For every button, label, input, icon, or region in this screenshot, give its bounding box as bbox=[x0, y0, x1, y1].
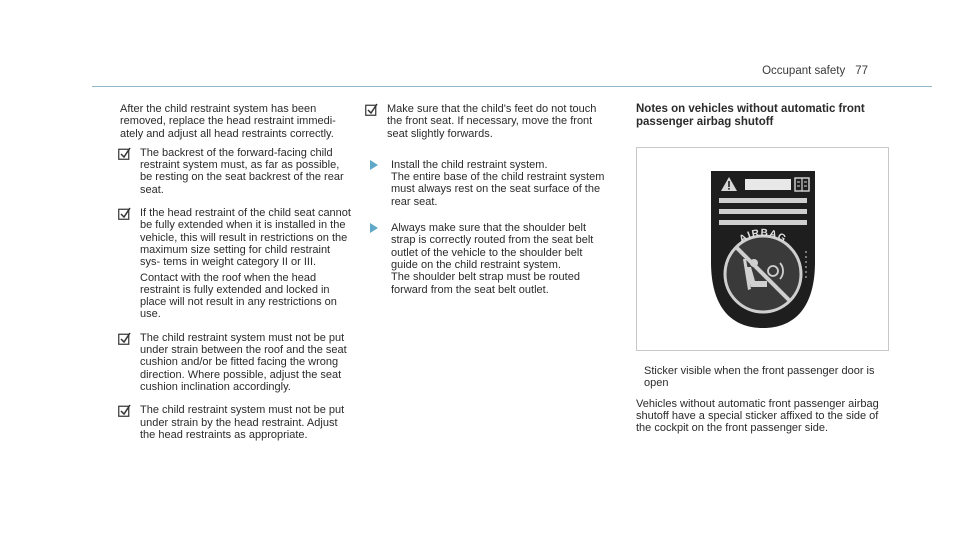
page-header bbox=[762, 65, 868, 77]
arrow-right-icon bbox=[370, 160, 378, 170]
column-2 bbox=[367, 103, 611, 310]
intro-paragraph: After the child restraint system has been removed, replace the head restraint immedi- ately and adjust all head restraints correctly. bbox=[120, 103, 336, 140]
check-item-text: The child restraint system must not be put under strain by the head restraint. Adjust the head restraints as appropriate. bbox=[140, 404, 345, 441]
page-number: 77 bbox=[855, 65, 868, 77]
step-result: The shoulder belt strap must be routed forward from the seat belt outlet. bbox=[391, 271, 580, 296]
check-box-icon bbox=[118, 404, 131, 417]
section-title-header: Occupant safety bbox=[762, 65, 846, 77]
airbag-sticker-illustration bbox=[707, 167, 819, 332]
check-item-text: The child restraint system must not be put under strain between the roof and the seat cushion and/or be fitted facing the wrong direction. Where possible, adjust the seat cushion inclination accordingly. bbox=[140, 331, 347, 393]
check-box-icon bbox=[118, 147, 131, 160]
body-paragraph: Vehicles without automatic front passenger airbag shutoff have a special sticker affixed to the side of the cockpit on the front passenger side. bbox=[636, 397, 879, 435]
header-rule bbox=[92, 86, 932, 87]
step-result: The entire base of the child restraint system must always rest on the seat surface of the rear seat. bbox=[391, 171, 605, 208]
check-item-text: If the head restraint of the child seat cannot be fully extended when it is installed in the vehicle, this will result in restrictions on the maximum size setting for child restraint sys- tems in weight category II or III. bbox=[140, 207, 351, 269]
check-box-icon bbox=[118, 332, 131, 345]
check-item bbox=[367, 103, 611, 143]
check-item bbox=[120, 404, 352, 444]
section-heading: Notes on vehicles without automatic front passenger airbag shutoff bbox=[636, 103, 865, 128]
instruction-step bbox=[367, 222, 611, 296]
airbag-sticker-label: AIRBAG bbox=[737, 227, 788, 245]
check-item-text: The backrest of the forward-facing child restraint system must, as far as possible, be resting on the seat backrest of the rear seat. bbox=[140, 146, 344, 196]
check-box-icon bbox=[118, 207, 131, 220]
arrow-right-icon bbox=[370, 223, 378, 233]
check-item-text: Make sure that the child's feet do not touch the front seat. If necessary, move the front seat slightly forwards. bbox=[387, 103, 597, 140]
step-action: Install the child restraint system. bbox=[391, 158, 548, 171]
check-box-icon bbox=[365, 103, 378, 116]
check-item bbox=[120, 147, 352, 199]
column-1 bbox=[120, 103, 352, 452]
check-item bbox=[120, 207, 352, 324]
check-item bbox=[120, 332, 352, 396]
column-3 bbox=[636, 103, 892, 434]
check-item-text-2: Contact with the roof when the head restraint is fully extended and locked in place will not result in any restrictions on use. bbox=[140, 271, 337, 321]
instruction-step bbox=[367, 159, 611, 208]
step-action: Always make sure that the shoulder belt strap is correctly routed from the seat belt outlet of the vehicle to the shoulder belt guide on the child restraint system. bbox=[391, 222, 594, 271]
airbag-sticker-figure bbox=[636, 147, 889, 351]
figure-caption: Sticker visible when the front passenger door is open bbox=[644, 365, 875, 390]
